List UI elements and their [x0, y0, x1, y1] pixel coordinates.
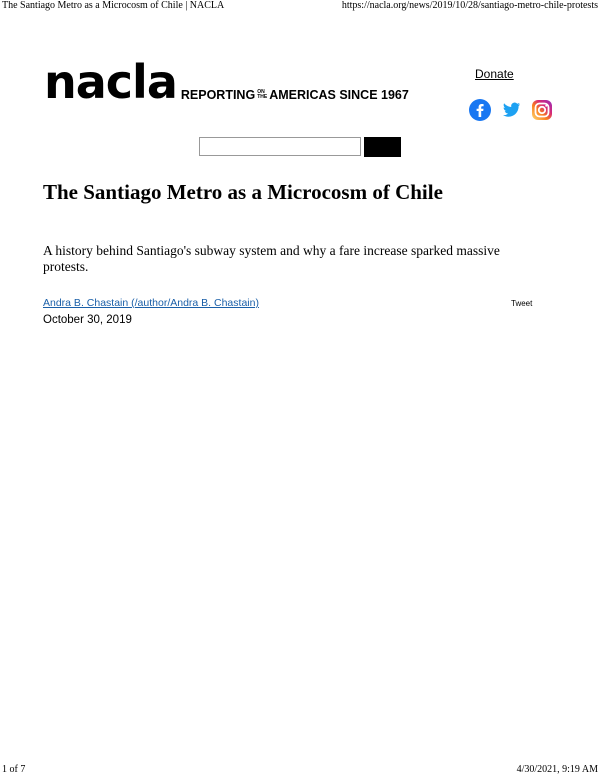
twitter-icon: [500, 99, 522, 121]
tagline-end: AMERICAS SINCE 1967: [269, 88, 409, 102]
logo-tagline: [181, 88, 409, 102]
site-logo[interactable]: [44, 55, 409, 109]
instagram-link[interactable]: [531, 99, 553, 121]
publish-date: October 30, 2019: [43, 314, 132, 326]
article-title: The Santiago Metro as a Microcosm of Chile: [43, 180, 443, 204]
tagline-start: REPORTING: [180, 88, 256, 102]
print-header-url: https://nacla.org/news/2019/10/28/santiago-metro-chile-protests: [341, 0, 598, 11]
tweet-button[interactable]: Tweet: [511, 299, 533, 308]
instagram-icon: [531, 99, 553, 121]
twitter-link[interactable]: [500, 99, 522, 121]
print-footer-datetime: 4/30/2021, 9:19 AM: [516, 764, 598, 775]
print-footer-page: 1 of 7: [2, 764, 26, 775]
logo-wordmark: nacla: [44, 55, 177, 109]
author-link[interactable]: Andra B. Chastain (/author/Andra B. Chastain): [43, 297, 259, 309]
tagline-small-bottom: THE: [257, 94, 268, 100]
donate-link[interactable]: Donate: [475, 67, 514, 81]
tagline-small-top: ON: [257, 89, 265, 95]
print-header-title: The Santiago Metro as a Microcosm of Chile | NACLA: [2, 0, 225, 11]
facebook-link[interactable]: [469, 99, 491, 121]
search-button[interactable]: [364, 137, 401, 157]
article-dek: A history behind Santiago's subway system and why a fare increase sparked massive protests.: [43, 243, 500, 274]
tagline-small: [257, 90, 267, 100]
search-input[interactable]: [199, 137, 361, 156]
facebook-icon: [469, 99, 491, 121]
